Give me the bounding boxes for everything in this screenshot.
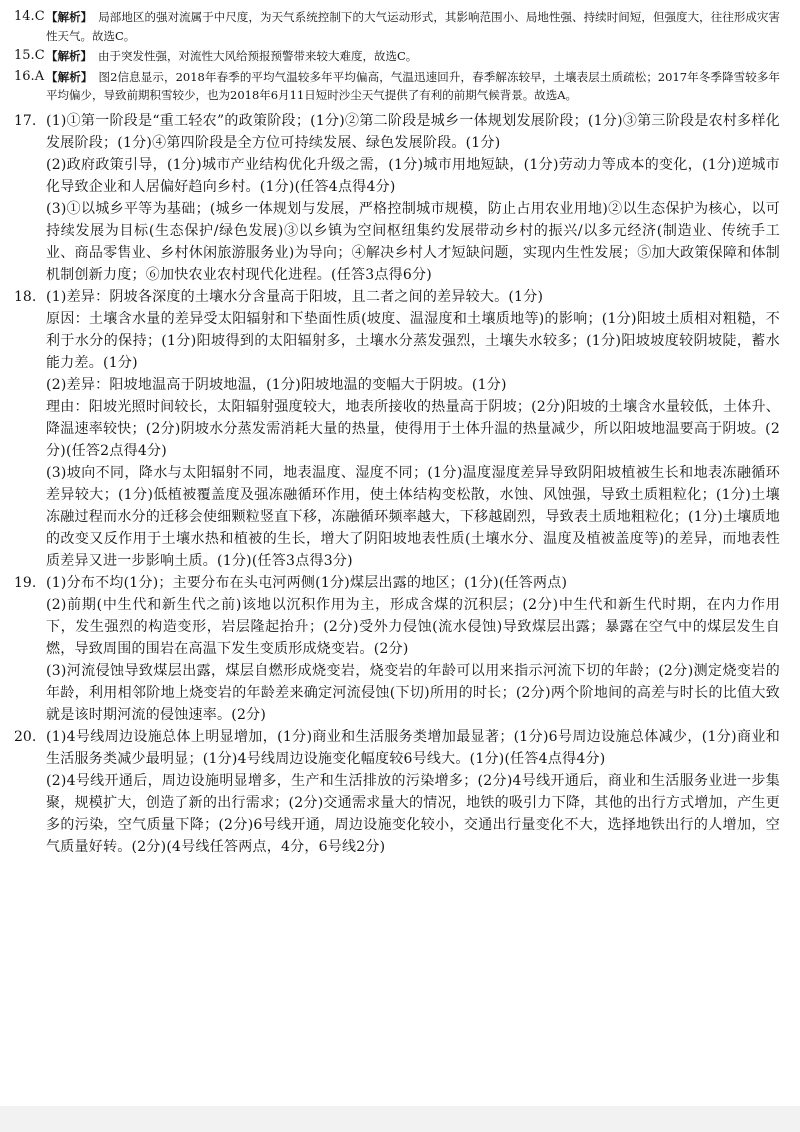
- answer-19-part-2: (2)前期(中生代和新生代之前)该地以沉积作用为主，形成含煤的沉积层；(2分)中生代和新生代时期，在内力作用下，发生强烈的构造变形，岩层隆起抬升；(2分)受外力侵蚀(流水侵蚀)导致煤层出露；暴露在空气中的煤层发生自燃，导致周围的围岩在高温下发生变质形成烧变岩。(2分): [46, 596, 780, 657]
- answer-19: [14, 572, 780, 726]
- answer-15-text: 由于突发性强，对流性大风给预报预警带来较大难度，故选C。: [98, 49, 418, 63]
- answer-19-part-1: (1)分布不均(1分)；主要分布在头屯河两侧(1分)煤层出露的地区；(1分)(任答两点): [46, 574, 568, 591]
- answer-18-reason: 原因：土壤含水量的差异受太阳辐射和下垫面性质(坡度、温湿度和土壤质地等)的影响；(1分)阳坡土质相对粗糙，不利于水分的保持；(1分)阳坡得到的太阳辐射多，土壤水分蒸发强烈，土壤失水较多；(1分)阳坡坡度较阴坡陡，蓄水能力差。(1分): [46, 310, 780, 371]
- answer-14-text: 局部地区的强对流属于中尺度，为天气系统控制下的大气运动形式，其影响范围小、局地性强、持续时间短，但强度大，往往形成灾害性天气。故选C。: [46, 10, 781, 43]
- answer-17-part-1: (1)①第一阶段是“重工轻农”的政策阶段；(1分)②第二阶段是城乡一体规划发展阶段；(1分)③第三阶段是农村多样化发展阶段；(1分)④第四阶段是全方位可持续发展、绿色发展阶段。(1分): [46, 112, 780, 151]
- analysis-tag: 【解析】: [46, 69, 93, 84]
- answer-17-part-2: (2)政府政策引导，(1分)城市产业结构优化升级之需，(1分)城市用地短缺，(1分)劳动力等成本的变化，(1分)逆城市化导致企业和人居偏好趋向乡村。(1分)(任答4点得4分): [46, 156, 780, 195]
- analysis-tag: 【解析】: [46, 10, 93, 24]
- answer-19-part-3: (3)河流侵蚀导致煤层出露，煤层自燃形成烧变岩，烧变岩的年龄可以用来指示河流下切的年龄；(2分)测定烧变岩的年龄，利用相邻阶地上烧变岩的年龄差来确定河流侵蚀(下切)所用的时长；(2分)两个阶地间的高差与时长的比值大致就是该时期河流的侵蚀速率。(2分): [46, 662, 780, 723]
- page-bottom-edge: [0, 1106, 800, 1132]
- answer-20-part-1: (1)4号线周边设施总体上明显增加，(1分)商业和生活服务类增加最显著；(1分)6号周边设施总体减少，(1分)商业和生活服务类减少最明显；(1分)4号线周边设施变化幅度较6号线大。(1分)(任答4点得4分): [46, 728, 780, 767]
- answer-18: [14, 286, 780, 572]
- answer-17: [14, 110, 780, 286]
- answer-20: [14, 726, 780, 858]
- answer-16: [14, 68, 780, 105]
- answer-16-number: 16.A: [14, 68, 45, 84]
- answer-14-number: 14.C: [14, 9, 45, 24]
- answer-14: [14, 8, 780, 45]
- answer-18-number: 18.: [14, 288, 37, 305]
- answer-19-number: 19.: [14, 574, 37, 591]
- answer-20-part-2: (2)4号线开通后，周边设施明显增多，生产和生活排放的污染增多；(2分)4号线开通后，商业和生活服务业进一步集聚，规模扩大，创造了新的出行需求；(2分)交通需求量大的情况，地铁的吸引力下降，其他的出行方式增加，产生更多的污染，空气质量下降；(2分)6号线开通，周边设施变化较小，交通出行量变化不大，选择地铁出行的人增加，空气质量好转。(2分)(4号线任答两点，4分，6号线2分): [46, 772, 780, 855]
- answer-20-number: 20.: [14, 728, 37, 745]
- answer-17-number: 17.: [14, 112, 37, 129]
- answer-16-text: 图2信息显示，2018年春季的平均气温较多年平均偏高，气温迅速回升，春季解冻较早，土壤表层土质疏松；2017年冬季降雪较多年平均偏少，导致前期积雪较少，也为2018年6月11日短时沙尘天气提供了有利的前期气候背景。故选A。: [46, 69, 781, 102]
- answer-15-number: 15.C: [14, 48, 45, 63]
- answer-15: [14, 47, 780, 66]
- answer-18-part-3: (3)坡向不同，降水与太阳辐射不同，地表温度、湿度不同；(1分)温度湿度差异导致阴阳坡植被生长和地表冻融循环差异较大；(1分)低植被覆盖度及强冻融循环作用，使土体结构变松散，水蚀、风蚀强，导致土质粗粒化；(1分)土壤冻融过程而水分的迁移会使细颗粒竖直下移，冻融循环频率越大，下移越剧烈，导致表土质地粗粒化；(1分)土壤质地的改变又反作用于土壤水热和植被的生长，增大了阴阳坡地表性质(土壤水分、温度及植被盖度等)的差异，而地表性质差异又进一步影响土质。(1分)(任答3点得3分): [46, 464, 780, 569]
- answer-18-reasoning: 理由：阳坡光照时间较长，太阳辐射强度较大，地表所接收的热量高于阴坡；(2分)阳坡的土壤含水量较低，土体升、降温速率较快；(2分)阴坡水分蒸发需消耗大量的热量，使得用于土体升温的热量减少，所以阳坡地温要高于阴坡。(2分)(任答2点得4分): [46, 398, 780, 459]
- answer-17-part-3: (3)①以城乡平等为基础；(城乡一体规划与发展，严格控制城市规模，防止占用农业用地)②以生态保护为核心，以可持续发展为目标(生态保护/绿色发展)③以乡镇为空间枢纽集约发展带动乡村的振兴/以多元经济(制造业、传统手工业、商品零售业、乡村休闲旅游服务业)为导向；④解决乡村人才短缺问题，实现内生性发展；⑤加大政策保障和体制机制创新力度；⑥加快农业农村现代化进程。(任答3点得6分): [46, 200, 780, 283]
- answer-18-part-2: (2)差异：阳坡地温高于阴坡地温，(1分)阳坡地温的变幅大于阴坡。(1分): [46, 376, 507, 393]
- answer-18-part-1: (1)差异：阴坡各深度的土壤水分含量高于阳坡，且二者之间的差异较大。(1分): [46, 288, 544, 305]
- analysis-tag: 【解析】: [46, 49, 92, 63]
